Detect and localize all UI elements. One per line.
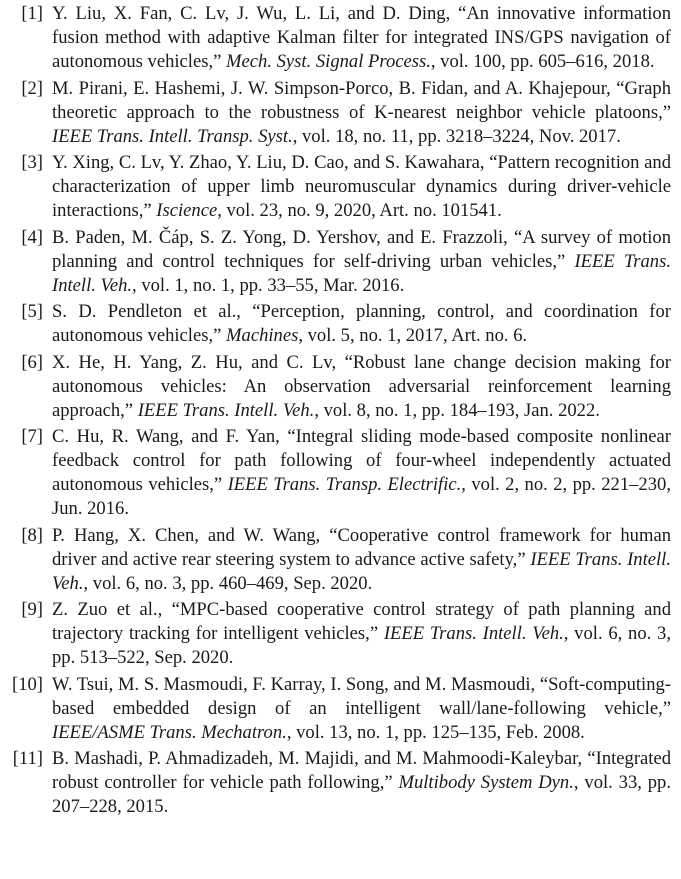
reference-authors-title: W. Tsui, M. S. Masmoudi, F. Karray, I. Song, and M. Masmoudi, “Soft-computing-based embedded design of an intelligent wall/lane-following vehicle,”: [52, 673, 671, 719]
reference-details: , vol. 33, pp. 207–228, 2015.: [52, 772, 671, 817]
reference-details: , vol. 13, no. 1, pp. 125–135, Feb. 2008.: [286, 721, 585, 743]
reference-number: [8]: [21, 524, 43, 546]
reference-details: , vol. 18, no. 11, pp. 3218–3224, Nov. 2017.: [292, 125, 621, 147]
reference-authors-title: B. Paden, M. Čáp, S. Z. Yong, D. Yershov, and E. Frazzoli, “A survey of motion planning and control techniques for self-driving urban vehicles,”: [52, 226, 671, 272]
reference-venue: Iscience: [156, 200, 218, 221]
reference-details: , vol. 6, no. 3, pp. 460–469, Sep. 2020.: [83, 572, 373, 594]
reference-venue: IEEE/ASME Trans. Mechatron.: [52, 721, 287, 743]
reference-text: [52, 598, 671, 670]
reference-authors-title: Z. Zuo et al., “MPC-based cooperative control strategy of path planning and trajectory tracking for intelligent vehicles,”: [52, 599, 671, 644]
reference-text: [52, 151, 671, 223]
reference-text: [52, 351, 671, 423]
reference-item: [0, 747, 671, 819]
reference-authors-title: X. He, H. Yang, Z. Hu, and C. Lv, “Robust lane change decision making for autonomous vehicles: An observation adversarial reinforcement learning approach,”: [52, 351, 671, 421]
reference-text: [52, 77, 671, 149]
reference-details: , vol. 23, no. 9, 2020, Art. no. 101541.: [217, 200, 502, 221]
reference-item: [0, 77, 671, 149]
reference-authors-title: P. Hang, X. Chen, and W. Wang, “Cooperative control framework for human driver and active rear steering system to advance active safety,”: [52, 524, 671, 570]
reference-venue: IEEE Trans. Intell. Veh.: [383, 623, 564, 644]
reference-text: [52, 425, 671, 521]
reference-venue: IEEE Trans. Transp. Electrific.: [227, 474, 462, 495]
reference-venue: IEEE Trans. Intell. Veh.: [137, 399, 315, 421]
reference-details: , vol. 2, no. 2, pp. 221–230, Jun. 2016.: [52, 474, 671, 519]
reference-venue: Multibody System Dyn.: [398, 772, 574, 793]
reference-text: [52, 673, 671, 745]
reference-text: [52, 300, 671, 348]
reference-details: , vol. 6, no. 3, pp. 513–522, Sep. 2020.: [52, 623, 671, 668]
reference-number: [10]: [12, 673, 43, 695]
reference-authors-title: C. Hu, R. Wang, and F. Yan, “Integral sliding mode-based composite nonlinear feedback control for path following of four-wheel independently actuated autonomous vehicles,”: [52, 426, 671, 495]
reference-number: [4]: [21, 226, 43, 248]
reference-text: [52, 747, 671, 819]
reference-details: , vol. 5, no. 1, 2017, Art. no. 6.: [298, 325, 528, 346]
reference-item: [0, 2, 671, 74]
reference-venue: IEEE Trans. Intell. Veh.: [52, 548, 671, 594]
reference-text: [52, 524, 671, 596]
reference-item: [0, 300, 671, 348]
reference-details: , vol. 8, no. 1, pp. 184–193, Jan. 2022.: [314, 399, 600, 421]
reference-item: [0, 673, 671, 745]
reference-authors-title: M. Pirani, E. Hashemi, J. W. Simpson-Porco, B. Fidan, and A. Khajepour, “Graph theoretic approach to the robustness of K-nearest neighbor vehicle platoons,”: [52, 77, 671, 123]
reference-text: [52, 2, 671, 74]
reference-item: [0, 598, 671, 670]
reference-venue: Machines: [226, 325, 299, 346]
reference-item: [0, 226, 671, 298]
reference-number: [9]: [21, 599, 43, 620]
reference-number: [6]: [21, 351, 43, 373]
reference-item: [0, 425, 671, 521]
reference-number: [11]: [12, 748, 43, 769]
reference-authors-title: B. Mashadi, P. Ahmadizadeh, M. Majidi, and M. Mahmoodi-Kaleybar, “Integrated robust controller for vehicle path following,”: [52, 748, 671, 793]
reference-authors-title: S. D. Pendleton et al., “Perception, planning, control, and coordination for autonomous vehicles,”: [52, 301, 671, 346]
reference-item: [0, 524, 671, 596]
reference-authors-title: Y. Liu, X. Fan, C. Lv, J. Wu, L. Li, and D. Ding, “An innovative information fusion method with adaptive Kalman filter for integrated INS/GPS navigation of autonomous vehicles,”: [52, 3, 671, 72]
reference-number: [1]: [21, 3, 43, 24]
reference-number: [2]: [21, 77, 43, 99]
reference-authors-title: Y. Xing, C. Lv, Y. Zhao, Y. Liu, D. Cao, and S. Kawahara, “Pattern recognition and characterization of upper limb neuromuscular dynamics during driver-vehicle interactions,”: [52, 152, 671, 221]
reference-number: [7]: [21, 426, 43, 447]
reference-details: , vol. 1, no. 1, pp. 33–55, Mar. 2016.: [132, 274, 405, 296]
reference-text: [52, 226, 671, 298]
reference-item: [0, 351, 671, 423]
reference-item: [0, 151, 671, 223]
reference-venue: IEEE Trans. Intell. Transp. Syst.: [52, 125, 293, 147]
reference-number: [3]: [21, 152, 43, 173]
reference-number: [5]: [21, 301, 43, 322]
reference-details: , vol. 100, pp. 605–616, 2018.: [430, 51, 655, 72]
reference-venue: IEEE Trans. Intell. Veh.: [52, 250, 671, 296]
reference-venue: Mech. Syst. Signal Process.: [226, 51, 431, 72]
